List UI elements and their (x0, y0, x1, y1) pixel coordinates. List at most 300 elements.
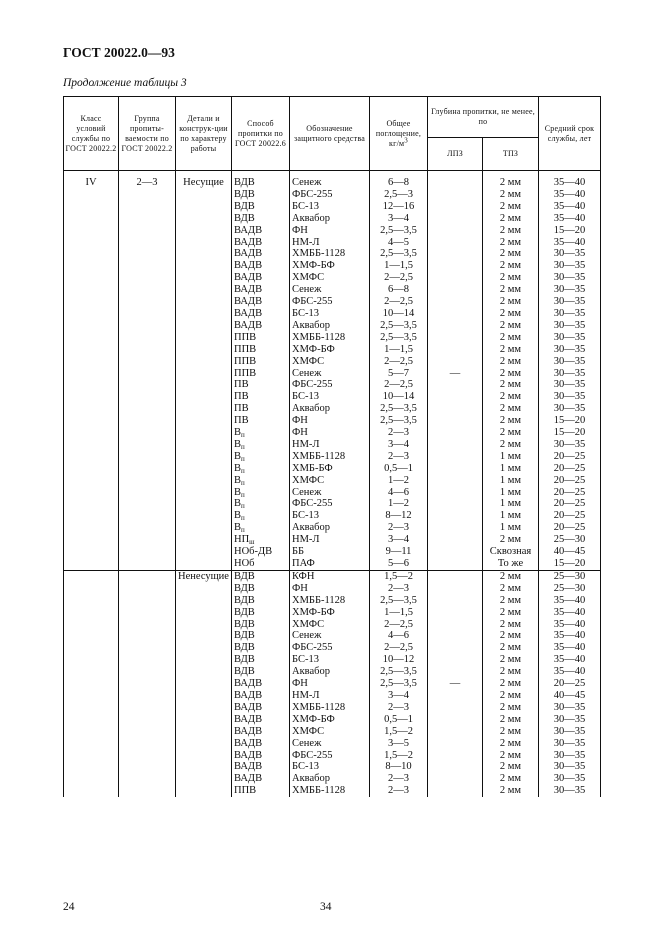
method-text: НОб (234, 558, 255, 569)
cell-group (119, 726, 176, 738)
method-text: ВДВ (234, 212, 255, 224)
cell-parts (176, 320, 232, 332)
cell-parts (176, 690, 232, 702)
table-row (64, 690, 601, 702)
cell-absorption: 2—2,5 (370, 379, 428, 391)
cell-service-life: 20—25 (539, 475, 601, 487)
cell-group (119, 296, 176, 308)
cell-method (232, 403, 290, 415)
cell-lpz: — (428, 678, 483, 690)
cell-absorption: 8—12 (370, 510, 428, 522)
cell-parts (176, 439, 232, 451)
cell-class (64, 368, 119, 380)
cell-agent: ХМББ-1128 (290, 248, 370, 260)
cell-absorption: 2,5—3,5 (370, 595, 428, 607)
col-header-depth: Глубина пропитки, не менее, по (428, 97, 539, 138)
method-subscript: п (241, 502, 245, 511)
cell-service-life: 30—35 (539, 439, 601, 451)
cell-tpz: 2 мм (483, 415, 539, 427)
method-text: ВАДВ (234, 236, 263, 248)
cell-parts (176, 415, 232, 427)
cell-service-life: 30—35 (539, 296, 601, 308)
method-subscript: п (241, 478, 245, 487)
cell-lpz (428, 487, 483, 499)
cell-service-life: 20—25 (539, 463, 601, 475)
cell-method (232, 583, 290, 595)
table-row (64, 702, 601, 714)
cell-parts (176, 308, 232, 320)
cell-tpz: 2 мм (483, 714, 539, 726)
method-text: ВАДВ (234, 272, 263, 284)
cell-service-life: 35—40 (539, 607, 601, 619)
cell-agent: ХМФ-БФ (290, 260, 370, 272)
cell-lpz (428, 415, 483, 427)
cell-class (64, 391, 119, 403)
cell-agent: Сенеж (290, 368, 370, 380)
table-row (64, 248, 601, 260)
col-header-absorption (370, 97, 428, 171)
method-subscript: п (241, 466, 245, 475)
method-text: ВДВ (234, 177, 255, 188)
cell-service-life: 20—25 (539, 522, 601, 534)
cell-parts (176, 773, 232, 785)
cell-method (232, 439, 290, 451)
cell-group (119, 332, 176, 344)
method-text: ПВ (234, 415, 249, 427)
cell-tpz: 1 мм (483, 510, 539, 522)
cell-group (119, 487, 176, 499)
cell-group (119, 714, 176, 726)
table-row (64, 344, 601, 356)
method-text: ПВ (234, 403, 249, 415)
table-row (64, 332, 601, 344)
cell-method (232, 379, 290, 391)
cell-agent: ФН (290, 427, 370, 439)
cell-method (232, 498, 290, 510)
cell-agent: Сенеж (290, 487, 370, 499)
table-row (64, 260, 601, 272)
cell-absorption: 2,5—3 (370, 189, 428, 201)
cell-agent: ФБС-255 (290, 189, 370, 201)
cell-agent: Сенеж (290, 630, 370, 642)
cell-agent: ХМББ-1128 (290, 451, 370, 463)
cell-service-life: 35—40 (539, 630, 601, 642)
cell-absorption: 0,5—1 (370, 714, 428, 726)
table-row (64, 487, 601, 499)
cell-class (64, 654, 119, 666)
cell-agent: НМ-Л (290, 237, 370, 249)
method-text: ВДВ (234, 666, 255, 678)
cell-absorption: 0,5—1 (370, 463, 428, 475)
method-text: В (234, 510, 242, 522)
cell-method (232, 666, 290, 678)
cell-method (232, 630, 290, 642)
cell-absorption: 2,5—3,5 (370, 320, 428, 332)
cell-absorption: 2—2,5 (370, 356, 428, 368)
method-text: ВАДВ (234, 773, 263, 785)
cell-lpz (428, 570, 483, 582)
cell-agent: Аквабор (290, 213, 370, 225)
cell-agent: БС-13 (290, 391, 370, 403)
table-row (64, 570, 601, 582)
cell-absorption: 5—6 (370, 558, 428, 570)
cell-agent: БС-13 (290, 654, 370, 666)
table-row (64, 439, 601, 451)
cell-parts (176, 498, 232, 510)
cell-agent: ХМФС (290, 356, 370, 368)
cell-method (232, 260, 290, 272)
table-row (64, 213, 601, 225)
cell-lpz (428, 403, 483, 415)
cell-parts (176, 534, 232, 546)
cell-service-life: 35—40 (539, 201, 601, 213)
cell-agent: НМ-Л (290, 439, 370, 451)
cell-agent: ХМФС (290, 619, 370, 631)
table-row (64, 368, 601, 380)
method-text: ВАДВ (234, 307, 263, 319)
cell-service-life: 30—35 (539, 773, 601, 785)
cell-lpz (428, 308, 483, 320)
cell-service-life: 30—35 (539, 738, 601, 750)
cell-tpz: 2 мм (483, 225, 539, 237)
method-subscript: п (241, 526, 245, 535)
cell-class (64, 619, 119, 631)
cell-agent: Сенеж (290, 284, 370, 296)
method-text: ВДВ (234, 188, 255, 200)
cell-tpz: 2 мм (483, 534, 539, 546)
cell-service-life: 30—35 (539, 308, 601, 320)
cell-class (64, 487, 119, 499)
cell-class (64, 213, 119, 225)
cell-lpz (428, 630, 483, 642)
cell-group (119, 738, 176, 750)
table-row (64, 738, 601, 750)
cell-absorption: 10—14 (370, 308, 428, 320)
cell-parts (176, 213, 232, 225)
cell-group (119, 630, 176, 642)
table-row (64, 237, 601, 249)
cell-lpz (428, 534, 483, 546)
table-row (64, 201, 601, 213)
cell-service-life: 40—45 (539, 546, 601, 558)
cell-group (119, 427, 176, 439)
cell-service-life: 30—35 (539, 344, 601, 356)
cell-method (232, 522, 290, 534)
cell-lpz (428, 773, 483, 785)
cell-absorption: 10—14 (370, 391, 428, 403)
method-text: ППВ (234, 355, 257, 367)
cell-lpz (428, 284, 483, 296)
cell-group (119, 451, 176, 463)
cell-tpz: 2 мм (483, 379, 539, 391)
cell-service-life: 30—35 (539, 750, 601, 762)
cell-parts (176, 714, 232, 726)
cell-tpz: 1 мм (483, 451, 539, 463)
cell-class (64, 439, 119, 451)
method-text: ВАДВ (234, 248, 263, 260)
cell-parts (176, 607, 232, 619)
cell-parts: Несущие (176, 177, 232, 189)
table-row (64, 272, 601, 284)
cell-agent: ХМФС (290, 726, 370, 738)
cell-lpz (428, 690, 483, 702)
cell-tpz: 2 мм (483, 332, 539, 344)
cell-absorption: 3—5 (370, 738, 428, 750)
table-row (64, 666, 601, 678)
cell-tpz: 2 мм (483, 570, 539, 582)
cell-group (119, 368, 176, 380)
cell-tpz: 2 мм (483, 189, 539, 201)
cell-parts (176, 296, 232, 308)
cell-method (232, 714, 290, 726)
cell-method (232, 595, 290, 607)
cell-lpz (428, 642, 483, 654)
cell-class (64, 296, 119, 308)
cell-absorption: 6—8 (370, 284, 428, 296)
cell-agent: ФБС-255 (290, 379, 370, 391)
cell-service-life: 25—30 (539, 570, 601, 582)
cell-agent: ФБС-255 (290, 498, 370, 510)
cell-lpz (428, 738, 483, 750)
cell-class (64, 463, 119, 475)
cell-agent: Сенеж (290, 738, 370, 750)
cell-tpz: 2 мм (483, 773, 539, 785)
table-row (64, 534, 601, 546)
cell-group (119, 773, 176, 785)
cell-agent: Аквабор (290, 773, 370, 785)
cell-absorption: 10—12 (370, 654, 428, 666)
method-text: В (234, 522, 242, 534)
cell-absorption: 4—6 (370, 630, 428, 642)
cell-group (119, 690, 176, 702)
cell-service-life: 35—40 (539, 595, 601, 607)
method-text: ВДВ (234, 618, 255, 630)
cell-tpz: 1 мм (483, 487, 539, 499)
cell-absorption: 1—2 (370, 475, 428, 487)
cell-lpz (428, 391, 483, 403)
cell-agent: ФБС-255 (290, 750, 370, 762)
cell-parts (176, 248, 232, 260)
cell-group (119, 702, 176, 714)
cell-absorption: 4—6 (370, 487, 428, 499)
cell-tpz: 2 мм (483, 702, 539, 714)
cell-lpz (428, 344, 483, 356)
cell-lpz (428, 272, 483, 284)
cell-tpz: Сквозная (483, 546, 539, 558)
cell-lpz (428, 558, 483, 570)
cell-lpz (428, 296, 483, 308)
cell-absorption: 1—1,5 (370, 607, 428, 619)
cell-group (119, 750, 176, 762)
cell-class (64, 475, 119, 487)
cell-tpz: 1 мм (483, 463, 539, 475)
cell-method (232, 201, 290, 213)
method-subscript: п (241, 454, 245, 463)
cell-group (119, 463, 176, 475)
cell-absorption: 1,5—2 (370, 726, 428, 738)
cell-tpz: 2 мм (483, 619, 539, 631)
cell-group (119, 619, 176, 631)
cell-tpz: 2 мм (483, 642, 539, 654)
cell-class (64, 750, 119, 762)
cell-parts (176, 272, 232, 284)
cell-lpz (428, 714, 483, 726)
cell-method (232, 213, 290, 225)
table-row (64, 785, 601, 797)
method-text: ППВ (234, 785, 257, 797)
cell-tpz: 2 мм (483, 761, 539, 773)
cell-agent: НМ-Л (290, 534, 370, 546)
cell-agent: ХМФ-БФ (290, 607, 370, 619)
cell-group (119, 248, 176, 260)
cell-class (64, 773, 119, 785)
table-row (64, 296, 601, 308)
cell-parts (176, 642, 232, 654)
cell-service-life: 30—35 (539, 785, 601, 797)
cell-agent: ХМФ-БФ (290, 714, 370, 726)
cell-parts (176, 558, 232, 570)
table-row (64, 714, 601, 726)
cell-method (232, 690, 290, 702)
method-text: В (234, 427, 242, 439)
cell-parts (176, 726, 232, 738)
method-text: ВДВ (234, 642, 255, 654)
cell-tpz: 2 мм (483, 248, 539, 260)
cell-lpz (428, 595, 483, 607)
cell-tpz: 2 мм (483, 595, 539, 607)
col-header-class: Класс условий службы по ГОСТ 20022.2 (64, 97, 119, 171)
cell-service-life: 35—40 (539, 177, 601, 189)
cell-tpz: 2 мм (483, 237, 539, 249)
cell-parts (176, 332, 232, 344)
cell-class (64, 534, 119, 546)
cell-group (119, 642, 176, 654)
cell-class (64, 498, 119, 510)
cell-group (119, 320, 176, 332)
table-row (64, 177, 601, 189)
method-text: ППВ (234, 367, 257, 379)
cell-class (64, 785, 119, 797)
col-header-parts: Детали и конструк-ции по характеру работы (176, 97, 232, 171)
cell-group (119, 761, 176, 773)
col-header-method: Способ пропитки по ГОСТ 20022.6 (232, 97, 290, 171)
table-row (64, 427, 601, 439)
cell-method (232, 189, 290, 201)
cell-class (64, 678, 119, 690)
cell-lpz (428, 785, 483, 797)
cell-lpz (428, 189, 483, 201)
cell-absorption: 2—3 (370, 427, 428, 439)
method-text: ПВ (234, 391, 249, 403)
method-text: ВАДВ (234, 678, 263, 690)
cell-tpz: 2 мм (483, 690, 539, 702)
cell-absorption: 5—7 (370, 368, 428, 380)
cell-lpz (428, 451, 483, 463)
cell-group (119, 595, 176, 607)
method-text: ВДВ (234, 200, 255, 212)
method-text: ВАДВ (234, 737, 263, 749)
cell-method (232, 463, 290, 475)
method-text: ВДВ (234, 570, 255, 582)
cell-class (64, 260, 119, 272)
table-row (64, 761, 601, 773)
table-row (64, 726, 601, 738)
cell-tpz: 2 мм (483, 213, 539, 225)
method-subscript: п (241, 514, 245, 523)
cell-agent: ХМББ-1128 (290, 595, 370, 607)
cell-class (64, 320, 119, 332)
cell-method (232, 475, 290, 487)
cell-method (232, 237, 290, 249)
method-text: В (234, 498, 242, 510)
table-body (64, 171, 601, 798)
cell-class (64, 761, 119, 773)
cell-tpz: 2 мм (483, 439, 539, 451)
cell-tpz: 2 мм (483, 607, 539, 619)
cell-class (64, 201, 119, 213)
cell-absorption: 1,5—2 (370, 750, 428, 762)
method-text: ВАДВ (234, 689, 263, 701)
cell-service-life: 40—45 (539, 690, 601, 702)
cell-parts (176, 583, 232, 595)
table-row (64, 750, 601, 762)
cell-class: IV (64, 177, 119, 189)
col-header-lpz: ЛПЗ (428, 138, 483, 171)
cell-method (232, 558, 290, 570)
cell-tpz: 2 мм (483, 583, 539, 595)
method-text: ПВ (234, 379, 249, 391)
cell-class (64, 332, 119, 344)
cell-lpz (428, 666, 483, 678)
cell-group (119, 654, 176, 666)
method-text: ВАДВ (234, 713, 263, 725)
cell-class (64, 642, 119, 654)
cell-class (64, 344, 119, 356)
cell-tpz: 2 мм (483, 296, 539, 308)
cell-class (64, 595, 119, 607)
cell-tpz: 2 мм (483, 177, 539, 189)
cell-tpz: 2 мм (483, 738, 539, 750)
cell-lpz: — (428, 368, 483, 380)
page-number-center: 34 (320, 901, 332, 913)
cell-group (119, 678, 176, 690)
cell-group (119, 570, 176, 582)
cell-absorption: 2—3 (370, 583, 428, 595)
cell-agent: ФБС-255 (290, 296, 370, 308)
cell-tpz: 1 мм (483, 498, 539, 510)
cell-method (232, 619, 290, 631)
cell-method (232, 726, 290, 738)
cell-method (232, 785, 290, 797)
method-text: В (234, 474, 242, 486)
method-text: В (234, 438, 242, 450)
cell-parts (176, 189, 232, 201)
cell-absorption: 2—2,5 (370, 619, 428, 631)
cell-tpz: 2 мм (483, 750, 539, 762)
table-row (64, 558, 601, 570)
cell-tpz: 2 мм (483, 260, 539, 272)
table-row (64, 510, 601, 522)
table-row (64, 284, 601, 296)
cell-class (64, 403, 119, 415)
cell-method (232, 332, 290, 344)
cell-service-life: 30—35 (539, 702, 601, 714)
cell-group (119, 415, 176, 427)
cell-class (64, 510, 119, 522)
cell-service-life: 30—35 (539, 320, 601, 332)
cell-method (232, 702, 290, 714)
cell-lpz (428, 463, 483, 475)
